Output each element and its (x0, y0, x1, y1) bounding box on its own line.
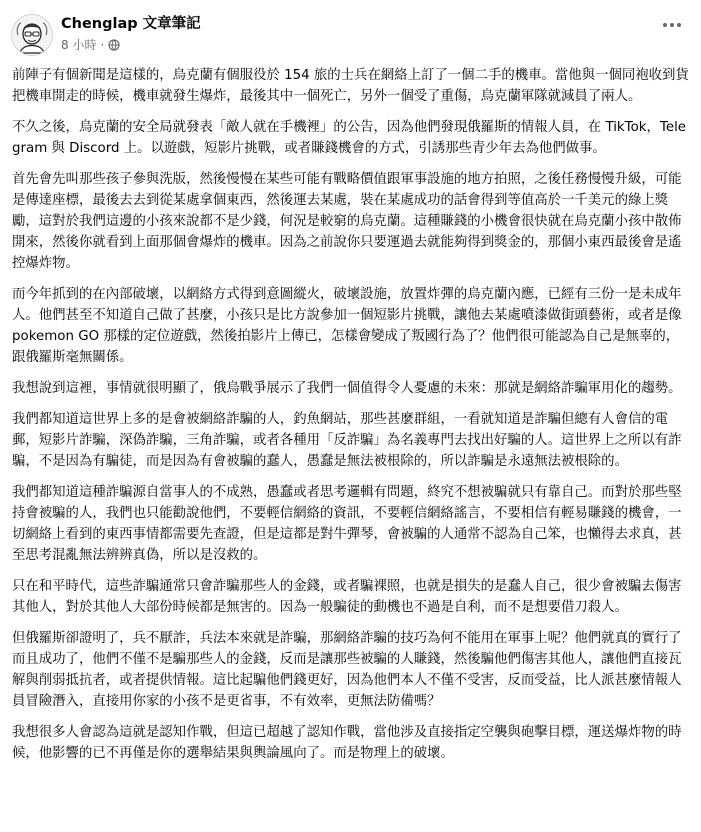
author-avatar[interactable] (11, 14, 53, 56)
post-paragraph: 不久之後，烏克蘭的安全局就發表「敵人就在手機裡」的公告，因為他們發現俄羅斯的情報人員，在 TikTok，Telegram 與 Discord 上。以遊戲，短影片挑戰，或者賺錢機會的方式，引誘那些青少年去為他們做事。 (12, 120, 687, 156)
post-paragraph: 首先會先叫那些孩子參與洗版，然後慢慢在某些可能有戰略價值跟軍事設施的地方拍照，之後任務慢慢升級，可能是傳達座標，最後去去到從某處拿個東西，然後運去某處，裝在某處成功的話會得到等值高於一千美元的綠上獎勵，這對於我們這邊的小孩來說都不是少錢，何況是較窮的烏克蘭。這種賺錢的小機會很快就在烏克蘭小孩中散佈開來，然後你就看到上面那個會爆炸的機車。因為之前說你只要運過去就能夠得到獎金的，那個小東西最後會是遙控爆炸物。 (12, 172, 682, 271)
post-paragraph: 但俄羅斯卻證明了，兵不厭詐，兵法本來就是詐騙，那網絡詐騙的技巧為何不能用在軍事上呢？他們就真的實行了而且成功了，他們不僅不是騙那些人的金錢，反而是讓那些被騙的人賺錢，然後騙他們傷害其他人，讓他們直接瓦解與削弱抵抗者，或者提供情報。這比起騙他們錢更好，因為他們本人不僅不受害，反而受益，比人派甚麼情報人員冒險潛入，直接用你家的小孩不是更省事，不有效率，更無法防備嗎？ (12, 631, 682, 709)
cartoon-avatar-icon (12, 15, 52, 55)
post-body (12, 65, 692, 774)
post-meta (61, 37, 120, 53)
author-name[interactable]: Chenglap 文章筆記 (61, 16, 201, 32)
post-paragraph: 我想很多人會認為這就是認知作戰，但這已超越了認知作戰，當他涉及直接指定空襲與砲擊目標，運送爆炸物的時候，他影響的已不再僅是你的選舉結果與輿論風向了。而是物理上的破壞。 (12, 725, 682, 761)
more-options-button[interactable] (657, 14, 687, 36)
meta-separator: · (100, 38, 105, 52)
post-paragraph: 我們都知道這種詐騙源自當事人的不成熟，愚蠢或者思考邏輯有問題，終究不想被騙就只有靠自己。而對於那些堅持會被騙的人，我們也只能勸說他們，不要輕信網絡的資訊，不要輕信網絡謠言，不要相信有輕易賺錢的機會，一切網絡上看到的東西事情都需要先查證，但是這都是對牛彈琴，會被騙的人通常不認為自己笨，也懶得去求真，甚至思考混亂無法辨辨真偽，所以是沒救的。 (12, 485, 682, 563)
globe-icon[interactable] (108, 39, 120, 51)
more-options-icon (662, 22, 682, 28)
post-paragraph: 而今年抓到的在內部破壞，以網絡方式得到意圖縱火，破壞設施，放置炸彈的烏克蘭內應，已經有三份一是未成年人。他們甚至不知道自己做了甚麼，小孩只是比方說參加一個短影片挑戰，讓他去某處噴漆做街頭藝術，或者是像 pokemon GO 那樣的定位遊戲，然後拍影片上傳已，怎樣會變成了叛國行為了？他們很可能認為自己是無辜的，跟俄羅斯毫無關係。 (12, 287, 682, 365)
post-paragraph: 只在和平時代，這些詐騙通常只會詐騙那些人的金錢，或者騙裸照，也就是損失的是蠢人自己，很少會被騙去傷害其他人，對於其他人大部份時候都是無害的。因為一般騙徒的動機也不過是自利，而不是想要借刀殺人。 (12, 579, 682, 615)
post-paragraph: 前陣子有個新聞是這樣的，烏克蘭有個服役於 154 旅的士兵在網絡上訂了一個二手的機車。當他與一個同袍收到貨把機車開走的時候，機車就發生爆炸，最後其中一個死亡，另外一個受了重傷，烏克蘭軍隊就減員了兩人。 (12, 68, 689, 104)
post-paragraph: 我們都知道這世界上多的是會被網絡詐騙的人，釣魚網站，那些甚麼群組，一看就知道是詐騙但總有人會信的電郵，短影片詐騙，深偽詐騙，三角詐騙，或者各種用「反詐騙」為名義專門去找出好騙的人。這世界上之所以有詐騙，不是因為有騙徒，而是因為有會被騙的蠢人，愚蠢是無法被根除的，所以詐騙是永遠無法被根除的。 (12, 412, 682, 469)
post-paragraph: 我想說到這裡，事情就很明顯了，俄烏戰爭展示了我們一個值得令人憂慮的未來：那就是網絡詐騙軍用化的趨勢。 (12, 381, 682, 396)
post-time[interactable]: 8 小時 (61, 38, 97, 52)
